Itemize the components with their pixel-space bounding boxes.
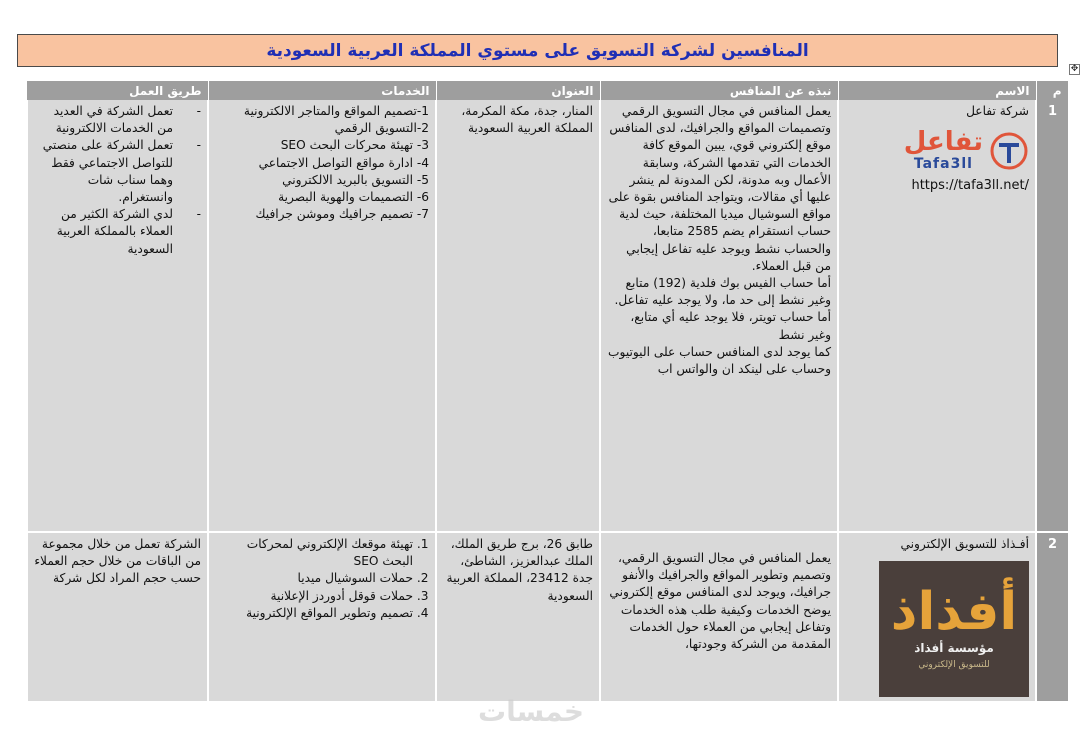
header-method: طريق العمل xyxy=(27,81,208,100)
service-item: 1. تهيئة موقعك الإلكتروني لمحركات البحث SEO xyxy=(215,536,413,570)
tafa3ll-logo xyxy=(845,128,1029,173)
competitor-name: أفـذاذ للتسويق الإلكتروني xyxy=(900,537,1029,551)
header-num: م xyxy=(1036,81,1068,100)
row-number: 2 xyxy=(1036,532,1068,702)
method-item: - لدي الشركة الكثير من العملاء بالمملكة العربية السعودية xyxy=(34,206,187,258)
brief-paragraph: أما حساب تويتر، فلا يوجد عليه أي متابع، وغير نشط xyxy=(630,310,831,342)
table-move-handle-icon[interactable]: ✥ xyxy=(1070,64,1079,74)
competitor-url[interactable]: https://tafa3ll.net/ xyxy=(911,178,1029,194)
competitor-method-cell: الشركة تعمل من خلال مجموعة من الباقات من خلال حجم العملاء حسب حجم المراد لكل شركة xyxy=(27,532,208,702)
page-title: المنافسين لشركة التسويق على مستوي المملكة العربية السعودية xyxy=(17,34,1058,67)
header-brief: نبذه عن المنافس xyxy=(600,81,838,100)
competitor-services-cell xyxy=(208,100,436,532)
competitor-name-cell xyxy=(838,532,1036,702)
service-item: 1-تصميم المواقع والمتاجر الالكترونية xyxy=(243,104,429,118)
brief-paragraph: كما يوجد لدى المنافس حساب على اليوتيوب وحساب على لينكد ان والواتس اب xyxy=(608,344,831,377)
service-item: 2-التسويق الرقمي xyxy=(334,121,429,136)
competitor-address-cell: المنار، جدة، مكة المكرمة، المملكة العربية السعودية xyxy=(436,100,600,532)
competitor-brief-cell xyxy=(600,100,838,532)
watermark: خمسات xyxy=(478,695,585,728)
competitors-table xyxy=(26,81,1069,703)
competitor-services-cell xyxy=(208,532,436,702)
method-list xyxy=(34,103,201,258)
brief-paragraph: يعمل المنافس في مجال التسويق الرقمي، وتصميم وتطوير المواقع والجرافيك والأنفو جرافيك، ويوجد لدى المنافس موقع إلكتروني يوضح الخدمات وكيفية طلب هذه الخدمات وتفاعل إيجابي من العملاء حول الخدمات المقدمة من الشركة وجودتها، xyxy=(609,551,831,652)
row-number: 1 xyxy=(1036,100,1068,532)
table-header-row xyxy=(27,81,1068,100)
afthath-logo xyxy=(879,561,1029,697)
header-name: الاسم xyxy=(838,81,1036,100)
method-item: - تعمل الشركة على منصتي للتواصل الاجتماعي فقط وهما سناب شات وانستغرام. xyxy=(34,137,187,206)
brief-paragraph: يعمل المنافس في مجال التسويق الرقمي وتصميمات المواقع والجرافيك، لدى المنافس موقع إلكتروني قوي، يبين الموقع كافة الخدمات التي تقدمها الشركة، وسابقة الأعمال وبه مدونة، لكن المدونة لم ينشر عليها أي مقالات، ويتواجد المنافس بقوة على مواقع السوشيال ميديا المختلفة، حيث لدية حساب انستقرام يضم 2585 متابعا، والحساب نشط ويوجد عليه تفاعل إيجابي من قبل العملاء. xyxy=(608,104,831,273)
service-item: 7- تصميم جرافيك وموشن جرافيك xyxy=(255,207,429,222)
header-address: العنوان xyxy=(436,81,600,100)
table-row xyxy=(27,532,1068,702)
table-row xyxy=(27,100,1068,532)
brief-paragraph: أما حساب الفيس بوك فلدية (192) متابع وغير نشط إلى حد ما، ولا يوجد عليه تفاعل. xyxy=(614,276,831,308)
service-item: 2. حملات السوشيال ميديا xyxy=(215,570,413,587)
logo-arabic-text: تفاعل xyxy=(903,127,983,158)
service-item: 4. تصميم وتطوير المواقع الإلكترونية xyxy=(215,605,413,622)
service-item: 5- التسويق بالبريد الالكتروني xyxy=(282,172,429,187)
service-item: 3- تهيئة محركات البحث SEO xyxy=(280,138,429,153)
service-item: 6- التصميمات والهوية البصرية xyxy=(278,190,429,205)
tafa3ll-logo-icon xyxy=(989,131,1029,171)
service-item: 4- ادارة مواقع التواصل الاجتماعي xyxy=(258,155,429,170)
competitor-name: شركة تفاعل xyxy=(966,104,1029,118)
services-list xyxy=(215,536,429,622)
competitor-brief-cell xyxy=(600,532,838,702)
header-services: الخدمات xyxy=(208,81,436,100)
competitor-address-cell: طابق 26، برج طريق الملك، الملك عبدالعزيز، الشاطئ، جدة 23412، المملكة العربية السعودية xyxy=(436,532,600,702)
service-item: 3. حملات قوقل أدوردز الإعلانية xyxy=(215,588,413,605)
logo-english-text: Tafa3ll xyxy=(913,156,973,173)
competitor-name-cell xyxy=(838,100,1036,532)
competitor-method-cell xyxy=(27,100,208,532)
afthath-logo-mark: أفذاذ xyxy=(890,582,1018,642)
method-item: - تعمل الشركة في العديد من الخدمات الالكترونية xyxy=(34,103,187,137)
afthath-logo-subtitle: للتسويق الإلكتروني xyxy=(918,660,990,671)
afthath-logo-name: مؤسسة أفذاذ xyxy=(914,641,994,655)
